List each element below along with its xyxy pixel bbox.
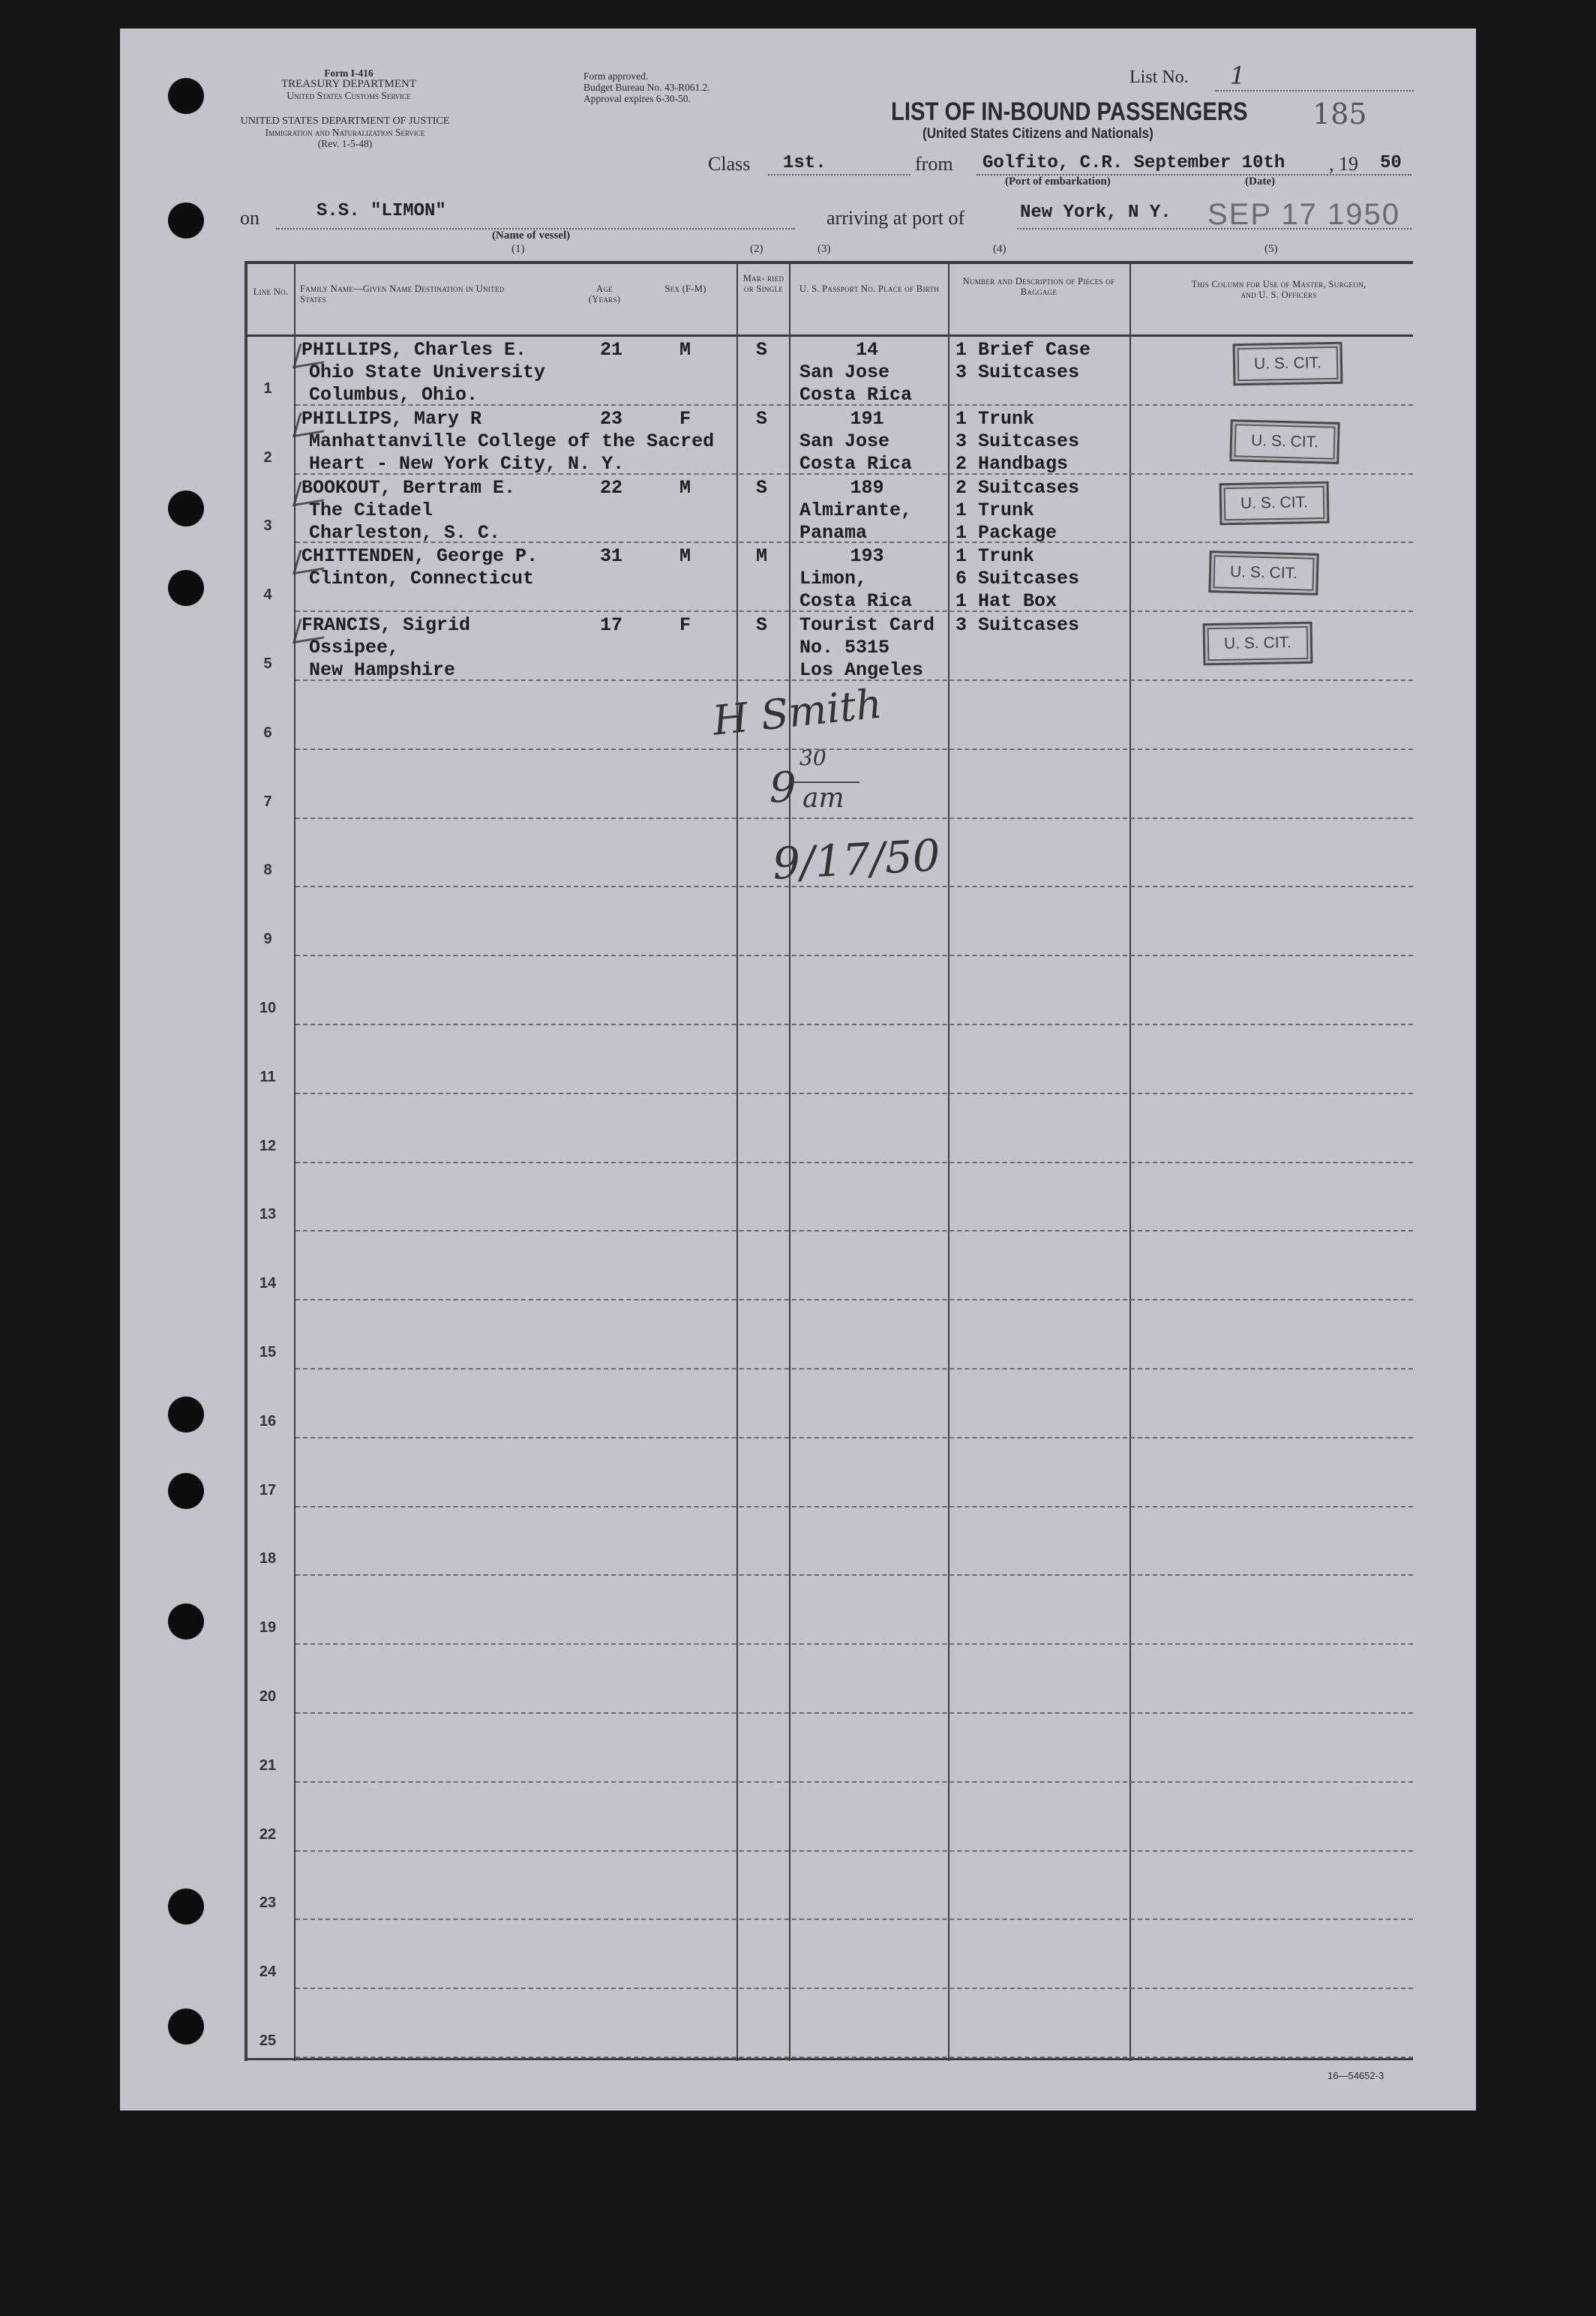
inspection-time-minutes: 30 xyxy=(800,746,826,770)
treasury-dept: TREASURY DEPARTMENT xyxy=(280,78,417,90)
passport-number: 193 xyxy=(850,545,884,568)
baggage-item: 1 Trunk xyxy=(956,499,1035,521)
binder-hole xyxy=(168,78,204,114)
line-number: 14 xyxy=(259,1275,277,1292)
ins-service: Immigration and Naturalization Service xyxy=(265,127,425,138)
stamp-number: 185 xyxy=(1312,98,1367,130)
passenger-sex: F xyxy=(680,614,692,637)
line-number: 25 xyxy=(259,2032,277,2049)
table-bottom-border xyxy=(244,2058,1413,2060)
table-left-border xyxy=(244,261,248,2061)
passenger-age: 31 xyxy=(600,545,623,568)
arriving-label: arriving at port of xyxy=(826,207,965,229)
baggage-item: 1 Package xyxy=(956,521,1058,544)
row-divider xyxy=(296,1230,1413,1232)
line-number: 9 xyxy=(263,931,272,948)
birth-country: Panama xyxy=(800,521,868,544)
row-divider xyxy=(296,1024,1413,1025)
on-label: on xyxy=(240,207,260,229)
row-divider xyxy=(296,1368,1413,1370)
col-header-name: Family Name—Given Name Destination in United States xyxy=(300,284,505,304)
line-number: 23 xyxy=(259,1894,277,1912)
row-divider xyxy=(296,748,1413,750)
col-3-number: (3) xyxy=(818,243,831,255)
list-no-field xyxy=(1215,90,1414,92)
us-citizen-stamp: U. S. CIT. xyxy=(1220,481,1330,525)
passenger-age: 21 xyxy=(600,339,623,361)
port-embark-caption: (Port of embarkation) xyxy=(1005,176,1111,188)
line-number: 10 xyxy=(259,1000,277,1016)
passport-number: 14 xyxy=(855,339,878,361)
passenger-destination: Clinton, Connecticut xyxy=(309,568,535,590)
line-number: 6 xyxy=(263,724,272,741)
inspection-time-ampm: am xyxy=(802,783,844,814)
justice-header xyxy=(232,116,458,149)
baggage-item: 2 Suitcases xyxy=(956,476,1080,499)
col-header-baggage: Number and Description of Pieces of Baggage xyxy=(962,276,1115,297)
line-number: 12 xyxy=(259,1137,277,1154)
row-divider xyxy=(296,1781,1413,1783)
line-number: 16 xyxy=(259,1412,277,1430)
line-number: 19 xyxy=(259,1619,277,1636)
birth-place: San Jose xyxy=(800,430,890,452)
officer-signature: H Smith xyxy=(710,680,884,745)
line-number: 3 xyxy=(263,518,272,535)
line-number: 8 xyxy=(263,862,272,879)
table-top-border xyxy=(244,261,1413,264)
passenger-marital-status: S xyxy=(756,339,768,361)
line-number: 21 xyxy=(259,1756,277,1774)
from-value: Golfito, C.R. September 10th xyxy=(982,153,1286,173)
line-number: 22 xyxy=(259,1826,277,1843)
row-divider xyxy=(296,1506,1413,1508)
col-header-passport: U. S. Passport No. Place of Birth xyxy=(799,284,940,294)
birth-place: San Jose xyxy=(800,362,890,383)
binder-hole xyxy=(168,2008,204,2044)
line-number: 5 xyxy=(263,656,272,672)
birth-country: Costa Rica xyxy=(800,384,913,406)
passenger-sex: M xyxy=(680,545,692,568)
passport-number: Tourist Card xyxy=(800,614,935,637)
binder-hole xyxy=(168,202,204,238)
binder-hole xyxy=(168,1888,204,1924)
passenger-name: PHILLIPS, Mary R xyxy=(302,407,482,430)
approval-line-2: Budget Bureau No. 43-R061.2. xyxy=(584,82,710,93)
birth-place: Limon, xyxy=(800,568,868,590)
line-number: 1 xyxy=(263,380,272,397)
passenger-name: CHITTENDEN, George P. xyxy=(302,545,538,568)
birth-place: Almirante, xyxy=(800,499,913,521)
us-citizen-stamp: U. S. CIT. xyxy=(1229,419,1340,464)
line-number: 2 xyxy=(263,448,272,466)
passenger-sex: M xyxy=(680,339,692,361)
customs-service: United States Customs Service xyxy=(286,90,411,101)
row-divider xyxy=(296,1643,1413,1645)
binder-hole xyxy=(168,490,204,526)
us-citizen-stamp: U. S. CIT. xyxy=(1208,550,1318,596)
year-value: 50 xyxy=(1380,153,1402,173)
row-divider xyxy=(296,955,1413,956)
col-header-officers: This Column for Use of Master, Surgeon, and U. S. Officers xyxy=(1191,279,1366,300)
row-divider xyxy=(296,1093,1413,1094)
approval-block xyxy=(584,70,710,104)
row-divider xyxy=(296,1574,1413,1576)
col-header-age: Age (Years) xyxy=(588,284,621,304)
passenger-destination-city: Charleston, S. C. xyxy=(309,521,501,544)
page-title: LIST OF IN-BOUND PASSENGERS xyxy=(891,98,1248,126)
passenger-marital-status: S xyxy=(756,407,768,430)
passenger-marital-status: M xyxy=(756,545,768,568)
line-number: 20 xyxy=(259,1688,277,1705)
list-no-value: 1 xyxy=(1230,62,1246,90)
baggage-item: 1 Brief Case xyxy=(956,339,1091,361)
col-header-sex: Sex (F-M) xyxy=(664,284,706,294)
row-divider xyxy=(296,1712,1413,1714)
baggage-item: 6 Suitcases xyxy=(956,568,1080,590)
col-1-number: (1) xyxy=(512,243,525,255)
from-label: from xyxy=(915,153,953,175)
vessel-caption: (Name of vessel) xyxy=(492,230,571,242)
line-number: 24 xyxy=(259,1964,277,1981)
header-bottom-border xyxy=(244,334,1413,337)
arrival-date-stamp: SEP 17 1950 xyxy=(1208,198,1401,231)
col-4-number: (4) xyxy=(993,243,1006,255)
page-subtitle: (United States Citizens and Nationals) xyxy=(922,126,1154,142)
binder-hole xyxy=(168,570,204,606)
row-divider xyxy=(296,818,1413,819)
baggage-item: 1 Hat Box xyxy=(956,590,1058,613)
passenger-destination-city: Columbus, Ohio. xyxy=(309,384,478,406)
passport-number: 189 xyxy=(850,476,884,499)
passenger-destination: Manhattanville College of the Sacred xyxy=(309,430,715,452)
form-header-left xyxy=(240,68,458,101)
baggage-item: 1 Trunk xyxy=(956,545,1035,568)
date-caption: (Date) xyxy=(1245,176,1275,188)
passenger-name: PHILLIPS, Charles E. xyxy=(302,339,527,361)
justice-dept: UNITED STATES DEPARTMENT OF JUSTICE xyxy=(240,116,450,127)
line-number: 18 xyxy=(259,1550,277,1568)
row-divider xyxy=(296,1850,1413,1852)
col-5-number: (5) xyxy=(1264,243,1278,255)
inspection-date: 9/17/50 xyxy=(771,830,942,890)
list-no-label: List No. xyxy=(1130,68,1189,87)
birth-country: Costa Rica xyxy=(800,452,913,475)
col-2-number: (2) xyxy=(750,243,764,255)
line-number: 4 xyxy=(263,586,272,604)
row-divider xyxy=(296,1299,1413,1300)
passenger-sex: M xyxy=(680,476,692,499)
footer-code: 16—54652-3 xyxy=(1328,2070,1384,2081)
binder-hole xyxy=(168,1604,204,1640)
passenger-name: FRANCIS, Sigrid xyxy=(302,614,471,637)
birth-country: Los Angeles xyxy=(800,659,924,682)
passenger-destination: Ossipee, xyxy=(309,637,400,659)
col-header-line-no: Line No. xyxy=(253,286,289,297)
class-field xyxy=(768,174,910,176)
row-divider xyxy=(296,1988,1413,1989)
class-label: Class xyxy=(708,153,751,175)
row-divider xyxy=(296,1437,1413,1438)
baggage-item: 3 Suitcases xyxy=(956,614,1080,637)
class-value: 1st. xyxy=(783,153,826,173)
approval-line-1: Form approved. xyxy=(584,70,649,82)
passenger-age: 23 xyxy=(600,407,623,430)
baggage-item: 3 Suitcases xyxy=(956,430,1080,452)
line-number: 15 xyxy=(259,1344,277,1360)
passenger-marital-status: S xyxy=(756,614,768,637)
passenger-destination-city: Heart - New York City, N. Y. xyxy=(309,452,625,475)
us-citizen-stamp: U. S. CIT. xyxy=(1203,622,1313,666)
passenger-marital-status: S xyxy=(756,476,768,499)
line-number: 13 xyxy=(259,1206,277,1223)
row-divider xyxy=(296,1918,1413,1920)
us-citizen-stamp: U. S. CIT. xyxy=(1233,342,1343,386)
passport-number: 191 xyxy=(850,407,884,430)
passenger-name: BOOKOUT, Bertram E. xyxy=(302,476,516,499)
baggage-item: 2 Handbags xyxy=(956,452,1069,475)
passenger-age: 22 xyxy=(600,476,623,499)
revision: (Rev. 1-5-48) xyxy=(317,138,373,149)
birth-place: No. 5315 xyxy=(800,637,890,659)
baggage-item: 3 Suitcases xyxy=(956,362,1080,383)
line-number: 11 xyxy=(260,1068,276,1085)
manifest-page xyxy=(120,28,1476,2110)
passenger-sex: F xyxy=(680,407,692,430)
approval-line-3: Approval expires 6-30-50. xyxy=(584,93,691,104)
line-number: 17 xyxy=(259,1481,277,1498)
baggage-item: 1 Trunk xyxy=(956,407,1035,430)
passenger-destination: Ohio State University xyxy=(309,362,546,383)
arrival-port: New York, N Y. xyxy=(1020,202,1172,223)
passenger-destination-city: New Hampshire xyxy=(309,659,456,682)
row-divider xyxy=(296,886,1413,887)
binder-hole xyxy=(168,1396,204,1432)
vessel-name: S.S. "LIMON" xyxy=(316,201,446,221)
line-number: 7 xyxy=(263,793,272,810)
col-header-married: Mar- ried or Single xyxy=(742,273,784,294)
binder-hole xyxy=(168,1473,204,1509)
inspection-time-hour: 9 xyxy=(770,764,796,812)
passenger-age: 17 xyxy=(600,614,623,637)
passenger-destination: The Citadel xyxy=(309,499,434,521)
row-divider xyxy=(296,2056,1413,2058)
year-prefix: , 19 xyxy=(1329,153,1358,175)
form-number: Form I-416 xyxy=(324,68,374,79)
birth-country: Costa Rica xyxy=(800,590,913,613)
row-divider xyxy=(296,1162,1413,1163)
